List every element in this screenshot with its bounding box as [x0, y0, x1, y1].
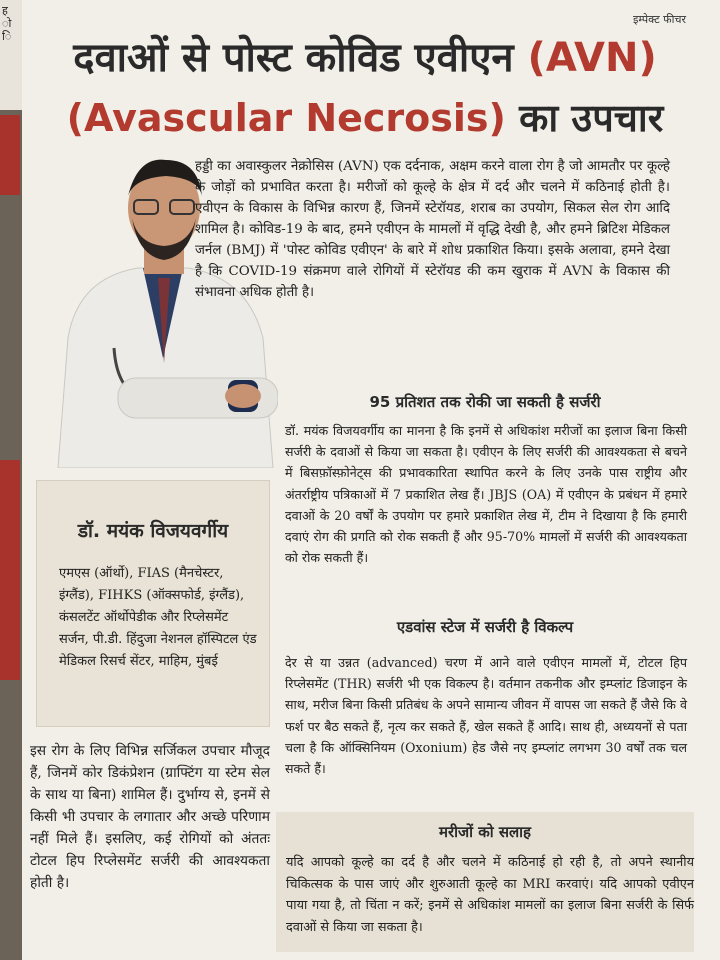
adjacent-red-block: [0, 460, 20, 680]
adjacent-page-torn-edge: [0, 0, 22, 110]
section-heading-patient-advice: मरीजों को सलाह: [438, 823, 531, 841]
adjacent-page-strip: [0, 0, 22, 960]
feature-tag: इम्पेक्ट फीचर: [632, 13, 686, 26]
section-heading-surgery-prevention: 95 प्रतिशत तक रोकी जा सकती है सर्जरी: [369, 393, 601, 411]
section-surgery-prevention-text: डॉ. मयंक विजयवर्गीय का मानना है कि इनमें से अधिकांश मरीजों का इलाज बिना किसी सर्जरी के दवाओं से किया जा सकता है। एवीएन के लिए सर्जरी की आवश्यकता से बचने में बिसफ़ॉस्फ़ोनेट्स की प्रभावकारिता स्थापित करने के लिए उनके पास राष्ट्रीय और अंतर्राष्ट्रीय पत्रिकाओं में 7 प्रकाशित लेख हैं। JBJS (OA) में एवीएन के प्रबंधन में हमारे दवाओं के 20 वर्षों के उपयोग पर हमारे प्रकाशित लेख में, टीम ने दिखाया है कि हमारी दवाएं रोग की प्रगति को रोक सकती हैं और 95-70% मामलों में सर्जरी की आवश्यकता को रोक सकती हैं।: [285, 423, 687, 566]
doctor-info-box: [36, 480, 270, 727]
headline-line2: का उपचार: [519, 96, 664, 140]
section-heading-advanced-stage: एडवांस स्टेज में सर्जरी है विकल्प: [396, 618, 574, 636]
surgical-treatment-paragraph: इस रोग के लिए विभिन्न सर्जिकल उपचार मौजूद हैं, जिनमें कोर डिकंप्रेशन (ग्राफ्टिंग या स्टेम सेल के साथ या बिना) शामिल हैं। दुर्भाग्य से, इनमें से किसी भी उपचार के लगातार और अच्छे परिणाम नहीं मिले हैं। इसलिए, कई रोगियों को अंततः टोटल हिप रिप्लेसमेंट सर्जरी की आवश्यकता होती है।: [30, 743, 270, 891]
section-advanced-stage-text: देर से या उन्नत (advanced) चरण में आने वाले एवीएन मामलों में, टोटल हिप रिप्लेसमेंट (THR) सर्जरी भी एक विकल्प है। वर्तमान तकनीक और इम्प्लांट डिजाइन के साथ, मरीज बिना किसी प्रतिबंध के अपने सामान्य जीवन में वापस जा सकते हैं जैसे कि वे फर्श पर बैठ सकते हैं, नृत्य कर सकते हैं, खेल सकते हैं आदि। साथ ही, अध्ययनों से पता चला है कि ऑक्सिनियम (Oxonium) हेड जैसे नए इम्प्लांट लगभग 30 वर्षों तक चल सकते हैं।: [285, 655, 687, 777]
adjacent-page-fragment: ह ो ि: [2, 4, 12, 43]
doctor-credentials: एमएस (ऑर्थो), FIAS (मैनचेस्टर, इंग्लैंड), FIHKS (ऑक्सफोर्ड, इंग्लैंड), कंसलटेंट ऑर्थोपेडीक और रिप्लेसमेंट सर्जन, पी.डी. हिंदुजा नेशनल हॉस्पिटल एंड मेडिकल रिसर्च सेंटर, माहिम, मुंबई: [59, 566, 257, 669]
headline-line1: दवाओं से पोस्ट कोविड एवीएन: [73, 35, 514, 81]
headline: [40, 28, 690, 148]
patient-advice-text: यदि आपको कूल्हे का दर्द है और चलने में कठिनाई हो रही है, तो अपने स्थानीय चिकित्सक के पास जाएं और शुरुआती कूल्हे का MRI करवाएं। यदि आपको एवीएन पाया गया है, तो चिंता न करें; इनमें से अधिकांश मामलों का इलाज बिना सर्जरी के सिर्फ दवाओं से किया जा सकता है।: [286, 855, 694, 935]
doctor-name: डॉ. मयंक विजयवर्गीय: [77, 520, 229, 542]
intro-paragraph: हड्डी का अवास्कुलर नेक्रोसिस (AVN) एक दर्दनाक, अक्षम करने वाला रोग है जो आमतौर पर कूल्हे के जोड़ों को प्रभावित करता है। मरीजों को कूल्हे के क्षेत्र में दर्द और चलने में कठिनाई होती है। एवीएन के विकास के विभिन्न कारण हैं, जिनमें स्टेरॉयड, शराब का उपयोग, सिकल सेल रोग आदि शामिल है। कोविड-19 के बाद, हमने एवीएन के मामलों में वृद्धि देखी है, और हमने ब्रिटिश मेडिकल जर्नल (BMJ) में 'पोस्ट कोविड एवीएन' के बारे में शोध प्रकाशित किया। इसके अलावा, हमने देखा है कि COVID-19 संक्रमण वाले रोगियों में स्टेरॉयड की कम खुराक में AVN के विकास की संभावना अधिक होती है।: [195, 159, 670, 300]
headline-fullname: (Avascular Necrosis): [66, 96, 506, 140]
headline-acronym: (AVN): [527, 35, 657, 81]
adjacent-red-block: [0, 115, 20, 195]
